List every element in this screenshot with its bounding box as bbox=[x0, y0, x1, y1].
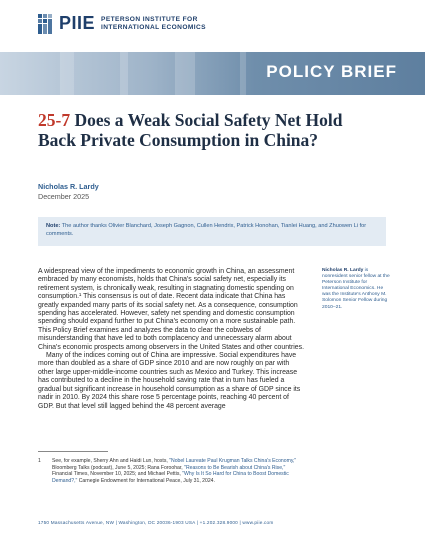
note-label: Note: bbox=[46, 223, 61, 229]
footnote-link[interactable]: "Nobel Laureate Paul Krugman Talks China's Economy," bbox=[169, 458, 297, 464]
logo-wordmark: PIIE bbox=[59, 13, 96, 33]
organization-name: PETERSON INSTITUTE FOR INTERNATIONAL ECONOMICS bbox=[101, 15, 206, 31]
footnote-divider bbox=[38, 451, 108, 452]
banner-label: POLICY BRIEF bbox=[266, 62, 397, 81]
footnote bbox=[38, 458, 306, 484]
brief-title bbox=[38, 110, 358, 150]
bio-author-name: Nicholas R. Lardy bbox=[322, 268, 364, 273]
footnote-number: 1 bbox=[38, 458, 41, 464]
brief-title-text: Does a Weak Social Safety Net Hold Back Private Consumption in China? bbox=[38, 110, 343, 150]
footnote-link[interactable]: "Reasons to Be Bearish about China's Rise," bbox=[184, 464, 286, 471]
body-paragraph: Many of the indices coming out of China are impressive. Social expenditures have more than doubled as a share of GDP since 2010 and are now roughly on par with other large upper-middle-income countries such as Mexico and Turkey. This increase has contributed to a decline in the household saving rate that in turn has fueled a gradual but significant increase in household consumption as a share of GDP since its nadir in 2010. By 2024 this share rose 5 percentage points, reaching 40 percent of GDP. But that level still lagged behind the 48 percent average bbox=[38, 352, 301, 410]
footnote-link[interactable]: "Why Is It So Hard for China to Boost Domestic Demand?," bbox=[52, 471, 289, 484]
author-bio bbox=[322, 268, 390, 311]
note-text: The author thanks Olivier Blanchard, Joseph Gagnon, Cullen Hendrix, Patrick Honohan, Tianlei Huang, and Zhuowen Li for comments. bbox=[46, 223, 367, 237]
body-paragraph: A widespread view of the impediments to economic growth in China, an assessment embraced by many economists, holds that China's social safety net, especially its retirement system, is chronically weak, resulting in stagnating domestic spending on consumption.¹ This consensus is out of date. Recent data indicate that China has greatly expanded many parts of its social safety net. As a consequence, consumption spending has accelerated. However, safety net spending and domestic consumption spending should expand further to put China's economy on a more sustainable path. This Policy Brief examines and analyzes the data to clear the cobwebs of misunderstanding that have led to both complacency and unnecessary alarm about China's economic prospects among observers in the United States and other countries. bbox=[38, 268, 304, 351]
page-footer: 1750 Massachusetts Avenue, NW | Washington, DC 20036-1903 USA | +1.202.328.9000 | www.piie.com bbox=[38, 520, 274, 525]
brief-number: 25-7 bbox=[38, 110, 71, 130]
acknowledgment-note bbox=[38, 217, 386, 246]
publication-date: December 2025 bbox=[38, 192, 90, 201]
body-text bbox=[38, 268, 306, 411]
bio-text: is nonresident senior fellow at the Peterson Institute for International Economics. He was the Institute's Anthony M. Solomon Senior Fellow during 2010–21. bbox=[322, 268, 390, 310]
header bbox=[0, 0, 425, 95]
footnote-text: See, for example, Sherry Ahn and Haidi Lun, hosts, "Nobel Laureate Paul Krugman Talks China's Economy," Bloomberg Talks (podcast), June 5, 2025; Rana Foroohar, "Reasons to Be Bearish about China's Rise," Financial Times, November 10, 2025; and Michael Pettis, "Why Is It So Hard for China to Boost Domestic Demand?," Carnegie Endowment for International Peace, July 31, 2024. bbox=[52, 458, 297, 484]
policy-brief-banner bbox=[0, 52, 425, 95]
author-name[interactable]: Nicholas R. Lardy bbox=[38, 182, 99, 191]
piie-logo[interactable] bbox=[38, 13, 206, 34]
piie-logo-icon bbox=[38, 14, 54, 34]
